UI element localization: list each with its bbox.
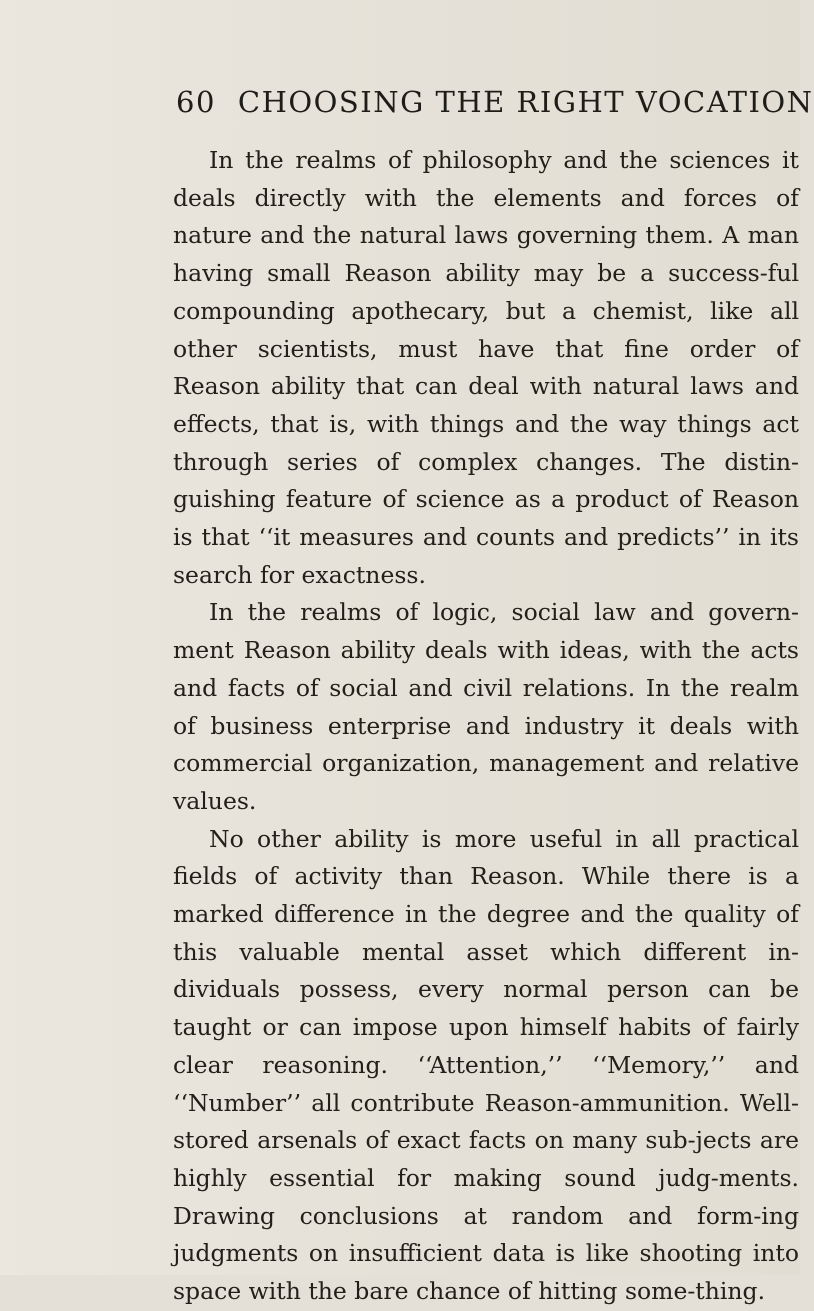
- paragraph-science: In the realms of philosophy and the sciences it deals directly with the elements and forces of nature and the natural laws governing them. A man having small Reason ability may be a success-ful compounding apothecary, but a chemist, like all other scientists, must have that fine order of Reason ability that can deal with natural laws and effects, that is, with things and the way things act through series of complex changes. The distin-guishing feature of science as a product of Reason is that ‘‘it measures and counts and predicts’’ in its search for exactness.: [173, 146, 799, 589]
- running-head: [176, 85, 814, 119]
- paragraph-practical-fields: No other ability is more useful in all practical fields of activity than Reason. While there is a marked difference in the degree and the quality of this valuable mental asset which different in-dividuals possess, every normal person can be taught or can impose upon himself habits of fairly clear reasoning. ‘‘Attention,’’ ‘‘Memory,’’ and ‘‘Number’’ all contribute Reason-ammunition. Well-stored arsenals of exact facts on many sub-jects are highly essential for making sound judg-ments. Drawing conclusions at random and form-ing judgments on insufficient data is like shooting into space with the bare chance of hitting some-thing.: [173, 824, 799, 1306]
- body-text: [173, 142, 799, 1311]
- paragraph-logic: In the realms of logic, social law and govern-ment Reason ability deals with ideas, with the acts and facts of social and civil relations. In the realm of business enterprise and industry it deals with commercial organization, management and relative values.: [173, 598, 799, 815]
- page-number: 60: [176, 85, 216, 119]
- running-title: CHOOSING THE RIGHT VOCATION: [237, 85, 814, 119]
